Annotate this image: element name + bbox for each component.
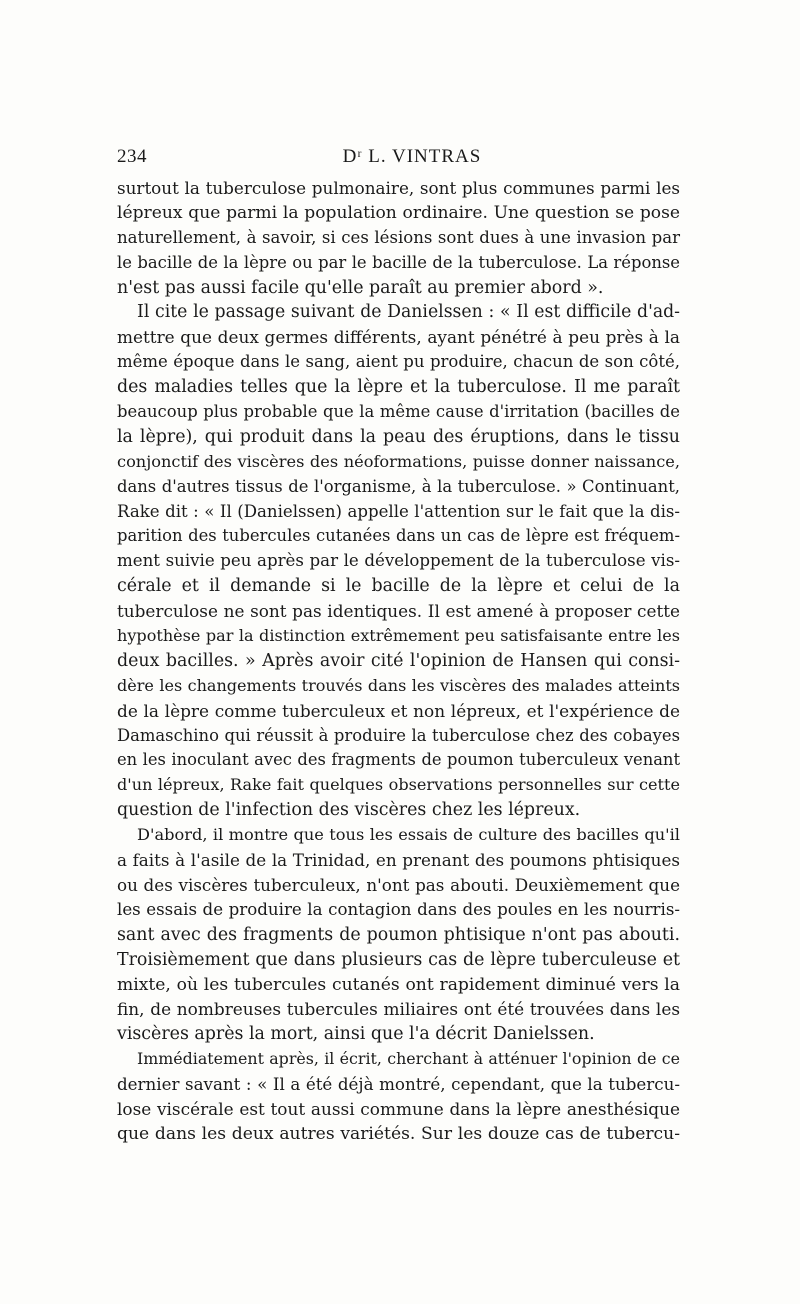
text-line: les essais de produire la contagion dans des poules en les nourris- [117,899,680,919]
text-line: dère les changements trouvés dans les viscères des malades atteints [117,675,680,695]
text-line: fin, de nombreuses tubercules miliaires ont été trouvées dans les [117,999,680,1020]
text-line: mixte, où les tubercules cutanés ont rapidement diminué vers la [117,974,680,995]
text-line: des maladies telles que la lèpre et la tuberculose. Il me paraît [117,377,680,398]
text-line: parition des tubercules cutanées dans un cas de lèpre est fréquem- [117,526,680,546]
text-line: même époque dans le sang, aient pu produire, chacun de son côté, [117,352,680,372]
text-line: Immédiatement après, il écrit, cherchant à atténuer l'opinion de ce [137,1049,680,1069]
text-line: naturellement, à savoir, si ces lésions sont dues à une invasion par [117,227,680,247]
text-line: conjonctif des viscères des néoformations, puisse donner naissance, [117,451,680,471]
body-text [117,176,680,1147]
text-line: Damaschino qui réussit à produire la tuberculose chez des cobayes [117,725,680,745]
text-line: D'abord, il montre que tous les essais de culture des bacilles qu'il [137,825,680,845]
page-header [117,146,680,172]
text-line: de la lèpre comme tuberculeux et non lépreux, et l'expérience de [117,700,680,721]
page-number: 234 [117,146,147,167]
text-line: cérale et il demande si le bacille de la lèpre et celui de la [117,576,680,597]
text-line: deux bacilles. » Après avoir cité l'opinion de Hansen qui consi- [117,650,680,671]
text-line: mettre que deux germes différents, ayant pénétré à peu près à la [117,327,680,348]
text-line: ou des viscères tuberculeux, n'ont pas abouti. Deuxièmement que [117,874,680,895]
text-line: le bacille de la lèpre ou par le bacille de la tuberculose. La réponse [117,252,680,272]
text-line: dernier savant : « Il a été déjà montré, cependant, que la tubercu- [117,1074,680,1095]
text-line: dans d'autres tissus de l'organisme, à la tuberculose. » Continuant, [117,476,680,496]
text-line: viscères après la mort, ainsi que l'a décrit Danielssen. [117,1024,595,1045]
running-head: Dʳ L. VINTRAS [342,146,482,167]
text-line: d'un lépreux, Rake fait quelques observations personnelles sur cette [117,775,680,795]
text-line: tuberculose ne sont pas identiques. Il est amené à proposer cette [117,601,680,622]
text-line: en les inoculant avec des fragments de poumon tuberculeux venant [117,750,680,770]
text-line: lose viscérale est tout aussi commune dans la lèpre anesthésique [117,1098,680,1119]
text-line: Troisièmement que dans plusieurs cas de lèpre tuberculeuse et [117,949,680,970]
text-line: question de l'infection des viscères chez les lépreux. [117,800,581,821]
text-line: a faits à l'asile de la Trinidad, en prenant des poumons phtisiques [117,850,680,871]
text-line: surtout la tuberculose pulmonaire, sont plus communes parmi les [117,178,680,198]
text-line: lépreux que parmi la population ordinaire. Une question se pose [117,202,680,223]
text-line: sant avec des fragments de poumon phtisique n'ont pas abouti. [117,924,680,945]
text-line: hypothèse par la distinction extrêmement peu satisfaisante entre les [117,626,680,646]
text-line: n'est pas aussi facile qu'elle paraît au premier abord ». [117,277,604,298]
text-line: la lèpre), qui produit dans la peau des éruptions, dans le tissu [117,426,680,447]
text-line: que dans les deux autres variétés. Sur les douze cas de tubercu- [117,1123,680,1144]
text-line: ment suivie peu après par le développement de la tuberculose vis- [117,551,680,571]
text-line: Il cite le passage suivant de Danielssen : « Il est difficile d'ad- [137,302,680,323]
text-line: Rake dit : « Il (Danielssen) appelle l'attention sur le fait que la dis- [117,501,680,521]
text-line: beaucoup plus probable que la même cause d'irritation (bacilles de [117,402,680,422]
